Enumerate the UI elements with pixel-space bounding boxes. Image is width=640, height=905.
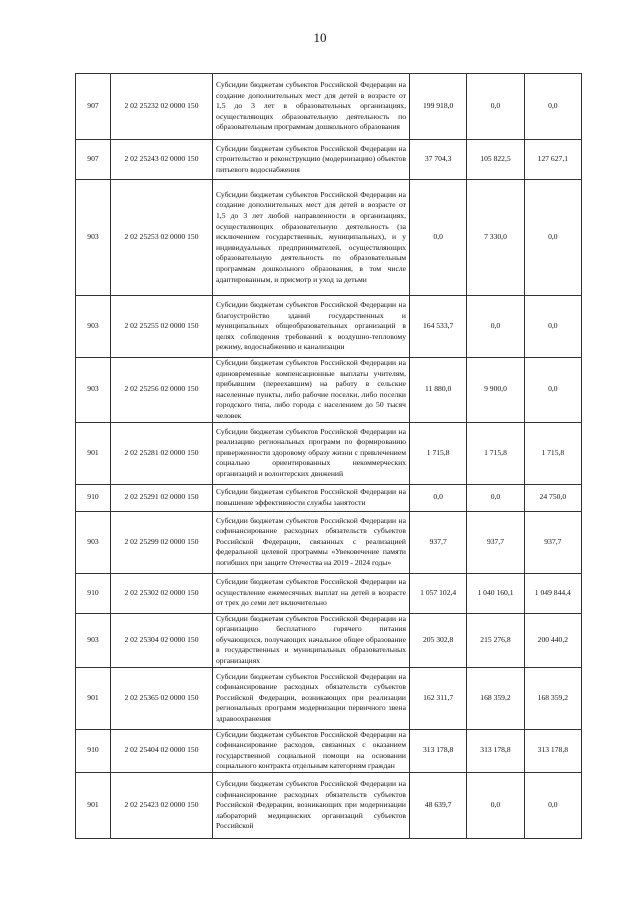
description-cell: Субсидии бюджетам субъектов Российской Федерации на софинансирование расходных обязательств субъектов Российской Федерации, возникающих при реализации региональных программ модернизации первичного звена здравоохранения xyxy=(213,667,410,729)
amount-year2-cell: 168 359,2 xyxy=(467,667,524,729)
amount-year1-cell: 37 704,3 xyxy=(410,140,467,180)
budget-code-cell: 2 02 25291 02 0000 150 xyxy=(111,484,213,511)
budget-code-cell: 2 02 25299 02 0000 150 xyxy=(111,511,213,573)
admin-code-cell: 903 xyxy=(76,613,111,667)
amount-year3-cell: 24 750,0 xyxy=(524,484,581,511)
admin-code-cell: 903 xyxy=(76,358,111,423)
budget-code-cell: 2 02 25423 02 0000 150 xyxy=(111,772,213,838)
table-row xyxy=(76,484,582,511)
description-cell: Субсидии бюджетам субъектов Российской Федерации на создание дополнительных мест для детей в возрасте от 1,5 до 3 лет в образовательных организациях, осуществляющих образовательную деятельность по образовательным программам дошкольного образования xyxy=(213,74,410,140)
table-row xyxy=(76,358,582,423)
amount-year1-cell: 164 533,7 xyxy=(410,296,467,358)
amount-year1-cell: 11 880,0 xyxy=(410,358,467,423)
description-cell: Субсидии бюджетам субъектов Российской Федерации на организацию бесплатного горячего питания обучающихся, получающих начальное общее образование в государственных и муниципальных образовательных организациях xyxy=(213,613,410,667)
admin-code-cell: 907 xyxy=(76,140,111,180)
amount-year1-cell: 205 302,8 xyxy=(410,613,467,667)
amount-year3-cell: 0,0 xyxy=(524,74,581,140)
amount-year2-cell: 0,0 xyxy=(467,484,524,511)
amount-year1-cell: 199 918,0 xyxy=(410,74,467,140)
amount-year1-cell: 1 057 102,4 xyxy=(410,573,467,613)
table-container xyxy=(75,73,582,848)
table-row xyxy=(76,667,582,729)
budget-code-cell: 2 02 25253 02 0000 150 xyxy=(111,180,213,296)
table-row xyxy=(76,729,582,772)
amount-year2-cell: 313 178,8 xyxy=(467,729,524,772)
admin-code-cell: 903 xyxy=(76,511,111,573)
description-cell: Субсидии бюджетам субъектов Российской Федерации на софинансирование расходных обязательств субъектов Российской Федерации, возникающих при модернизации лабораторий медицинских организаций субъектов Российской xyxy=(213,772,410,838)
amount-year1-cell: 0,0 xyxy=(410,180,467,296)
amount-year3-cell: 937,7 xyxy=(524,511,581,573)
amount-year3-cell: 0,0 xyxy=(524,180,581,296)
description-cell: Субсидии бюджетам субъектов Российской Федерации на создание дополнительных мест для детей в возрасте от 1,5 до 3 лет любой направленности в организациях, осуществляющих образовательную деятельность (за исключением государственных, муниципальных), и у индивидуальных предпринимателей, осуществляющих образовательную деятельность по образовательным программам дошкольного образования, в том числе адаптированным, и присмотр и уход за детьми xyxy=(213,180,410,296)
amount-year2-cell: 937,7 xyxy=(467,511,524,573)
table-body xyxy=(76,74,582,839)
amount-year3-cell: 0,0 xyxy=(524,296,581,358)
description-cell: Субсидии бюджетам субъектов Российской Федерации на повышение эффективности службы занятости xyxy=(213,484,410,511)
amount-year1-cell: 1 715,8 xyxy=(410,422,467,484)
amount-year3-cell: 1 715,8 xyxy=(524,422,581,484)
table-row xyxy=(76,74,582,140)
admin-code-cell: 910 xyxy=(76,484,111,511)
budget-code-cell: 2 02 25281 02 0000 150 xyxy=(111,422,213,484)
table-row xyxy=(76,180,582,296)
amount-year2-cell: 215 276,8 xyxy=(467,613,524,667)
amount-year3-cell: 0,0 xyxy=(524,358,581,423)
table-row xyxy=(76,613,582,667)
amount-year3-cell: 313 178,8 xyxy=(524,729,581,772)
budget-code-cell: 2 02 25304 02 0000 150 xyxy=(111,613,213,667)
amount-year3-cell: 1 049 844,4 xyxy=(524,573,581,613)
amount-year2-cell: 0,0 xyxy=(467,772,524,838)
amount-year1-cell: 313 178,8 xyxy=(410,729,467,772)
table-row xyxy=(76,511,582,573)
page-number: 10 xyxy=(313,30,327,45)
budget-code-cell: 2 02 25255 02 0000 150 xyxy=(111,296,213,358)
budget-code-cell: 2 02 25232 02 0000 150 xyxy=(111,74,213,140)
amount-year1-cell: 48 639,7 xyxy=(410,772,467,838)
admin-code-cell: 910 xyxy=(76,573,111,613)
admin-code-cell: 901 xyxy=(76,772,111,838)
description-cell: Субсидии бюджетам субъектов Российской Федерации на осуществление ежемесячных выплат на детей в возрасте от трех до семи лет включительно xyxy=(213,573,410,613)
budget-code-cell: 2 02 25365 02 0000 150 xyxy=(111,667,213,729)
table-row xyxy=(76,296,582,358)
table-row xyxy=(76,772,582,838)
budget-code-cell: 2 02 25256 02 0000 150 xyxy=(111,358,213,423)
table-row xyxy=(76,573,582,613)
budget-code-cell: 2 02 25243 02 0000 150 xyxy=(111,140,213,180)
description-cell: Субсидии бюджетам субъектов Российской Федерации на единовременные компенсационные выплаты учителям, прибывшим (переехавшим) на работу в сельские населенные пункты, либо рабочие поселки, либо поселки городского типа, либо города с населением до 50 тысяч человек xyxy=(213,358,410,423)
amount-year2-cell: 105 822,5 xyxy=(467,140,524,180)
description-cell: Субсидии бюджетам субъектов Российской Федерации на строительство и реконструкцию (модернизацию) объектов питьевого водоснабжения xyxy=(213,140,410,180)
admin-code-cell: 901 xyxy=(76,667,111,729)
amount-year3-cell: 168 359,2 xyxy=(524,667,581,729)
amount-year3-cell: 127 627,1 xyxy=(524,140,581,180)
amount-year3-cell: 200 440,2 xyxy=(524,613,581,667)
amount-year2-cell: 0,0 xyxy=(467,74,524,140)
description-cell: Субсидии бюджетам субъектов Российской Федерации на софинансирование расходов, связанных с оказанием государственной социальной помощи на основании социального контракта отдельным категориям граждан xyxy=(213,729,410,772)
description-cell: Субсидии бюджетам субъектов Российской Федерации на софинансирование расходных обязательств субъектов Российской Федерации, связанных с реализацией федеральной целевой программы «Увековечение памяти погибших при защите Отечества на 2019 - 2024 годы» xyxy=(213,511,410,573)
amount-year2-cell: 1 040 160,1 xyxy=(467,573,524,613)
amount-year2-cell: 1 715,8 xyxy=(467,422,524,484)
admin-code-cell: 901 xyxy=(76,422,111,484)
revenue-table xyxy=(75,73,582,839)
amount-year1-cell: 162 311,7 xyxy=(410,667,467,729)
table-row xyxy=(76,422,582,484)
amount-year2-cell: 9 900,0 xyxy=(467,358,524,423)
amount-year2-cell: 0,0 xyxy=(467,296,524,358)
amount-year1-cell: 0,0 xyxy=(410,484,467,511)
budget-code-cell: 2 02 25302 02 0000 150 xyxy=(111,573,213,613)
description-cell: Субсидии бюджетам субъектов Российской Федерации на реализацию региональных программ по формированию приверженности здоровому образу жизни с привлечением социально ориентированных некоммерческих организаций и волонтерских движений xyxy=(213,422,410,484)
table-row xyxy=(76,140,582,180)
description-cell: Субсидии бюджетам субъектов Российской Федерации на благоустройство зданий государственных и муниципальных общеобразовательных организаций в целях соблюдения требований к воздушно-тепловому режиму, водоснабжению и канализации xyxy=(213,296,410,358)
admin-code-cell: 907 xyxy=(76,74,111,140)
amount-year2-cell: 7 330,0 xyxy=(467,180,524,296)
amount-year1-cell: 937,7 xyxy=(410,511,467,573)
admin-code-cell: 903 xyxy=(76,296,111,358)
admin-code-cell: 910 xyxy=(76,729,111,772)
amount-year3-cell: 0,0 xyxy=(524,772,581,838)
admin-code-cell: 903 xyxy=(76,180,111,296)
budget-code-cell: 2 02 25404 02 0000 150 xyxy=(111,729,213,772)
